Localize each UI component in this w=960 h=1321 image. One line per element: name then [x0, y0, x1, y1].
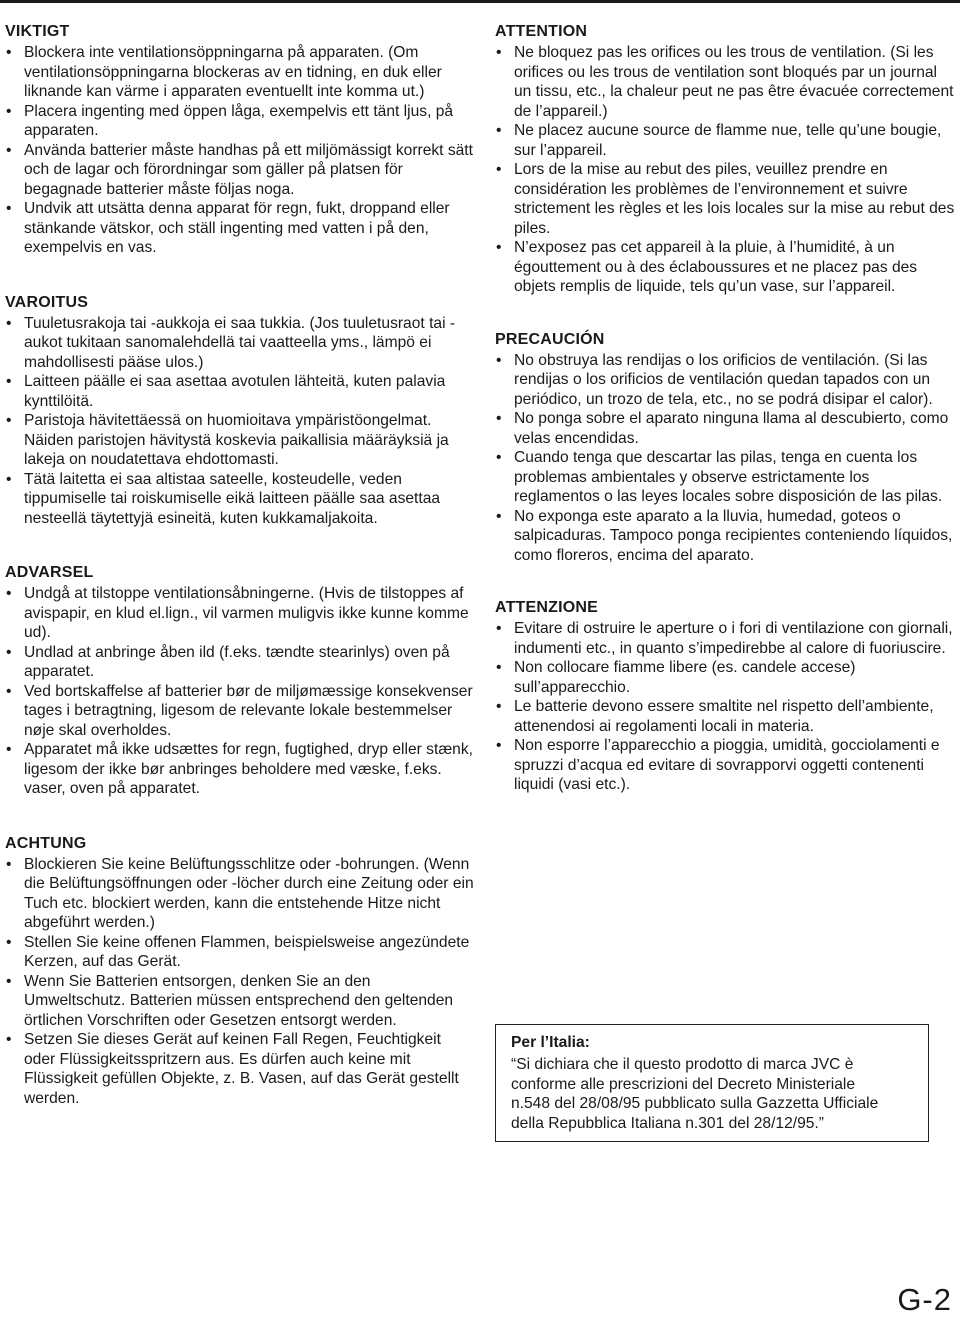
list-item [5, 855, 475, 933]
list-item [495, 351, 955, 410]
right-column [495, 22, 955, 795]
list-item-text: Evitare di ostruire le aperture o i fori di ventilazione con giornali, indumenti etc., in quanto s’impedirebbe al calore di fuoriuscire. [514, 620, 953, 657]
bullet-icon: • [496, 122, 502, 139]
section-heading: VIKTIGT [5, 23, 70, 40]
list-item-text: Wenn Sie Batterien entsorgen, denken Sie an den Umweltschutz. Batterien müssen entsprechend den geltenden örtlichen Vorschriften oder Gesetzen entsorgt werden. [24, 972, 454, 1029]
list-item-text: Ved bortskaffelse af batterier bør de miljømæssige konsekvenser tages i betragtning, ligesom de relevante lokale bestemmelser nøje skal overholdes. [24, 682, 473, 739]
bullet-icon: • [496, 620, 502, 637]
list-item [495, 121, 955, 160]
list-item-text: Tuuletusrakoja tai -aukkoja ei saa tukkia. (Jos tuuletusraot tai -aukot tukitaan sanomalehdellä tai vaatteella yms., lämpö ei mahdollisesti pääse ulos.) [24, 314, 456, 371]
list-item-text: Stellen Sie keine offenen Flammen, beispielsweise angezündete Kerzen, auf das Gerät. [24, 933, 470, 970]
bullet-list [5, 855, 475, 1109]
list-item [495, 43, 955, 121]
bullet-icon: • [6, 933, 12, 951]
bullet-icon: • [6, 643, 12, 661]
list-item-text: No ponga sobre el aparato ninguna llama al descubierto, como velas encendidas. [514, 410, 949, 447]
bullet-icon: • [6, 470, 12, 488]
list-item-text: Paristoja hävitettäessä on huomioitava ympäristöongelmat. Näiden paristojen hävitystä koskevia paikallisia määräyksiä ja lakeja on noudatettava ehdottomasti. [24, 412, 449, 468]
bullet-icon: • [6, 585, 12, 602]
list-item [5, 470, 475, 529]
list-item-text: Ne bloquez pas les orifices ou les trous de ventilation. (Si les orifices ou les trous de ventilation sont bloqués par un journal un tissu, etc., la chaleur peut ne pas être évacuée correctement de l’appareil.) [514, 44, 954, 120]
bullet-icon: • [496, 449, 502, 466]
section-heading: ATTENZIONE [495, 599, 599, 616]
bullet-icon: • [496, 410, 502, 427]
list-item [5, 933, 475, 972]
page-number: G-2 [897, 1282, 952, 1317]
bullet-icon: • [6, 200, 12, 217]
bullet-icon: • [496, 659, 502, 676]
list-item-text: Le batterie devono essere smaltite nel rispetto dell’ambiente, attenendosi ai regolamenti locali in materia. [514, 698, 934, 735]
section-precaucion [495, 330, 955, 566]
notice-body: “Si dichiara che il questo prodotto di marca JVC è conforme alle prescrizioni del Decreto Ministeriale n.548 del 28/08/95 pubblicato sulla Gazzetta Ufficiale della Repubblica Italiana n.301 del 28/12/95.” [511, 1056, 879, 1132]
list-item-text: Apparatet må ikke udsættes for regn, fugtighed, dryp eller stænk, ligesom der ikke bør anbringes beholdere med væske, f.eks. vaser, oven på apparatet. [24, 741, 473, 797]
italy-notice-box [495, 1024, 929, 1142]
list-item-text: Tätä laitetta ei saa altistaa sateelle, kosteudelle, veden tippumiselle tai roiskumiselle eikä laitteen päälle saa asettaa nesteellä täytettyjä esineitä, kuten kukkamaljakoita. [24, 470, 441, 527]
list-item [5, 43, 475, 102]
bullet-icon: • [6, 972, 12, 990]
bullet-list [495, 351, 955, 566]
list-item-text: Använda batterier måste handhas på ett miljömässigt korrekt sätt och de lagar och förordningar som gäller på platsen för begagnade batterier måste följas noga. [24, 141, 473, 198]
list-item-text: Undlad at anbringe åben ild (f.eks. tændte stearinlys) oven på apparatet. [24, 643, 450, 680]
section-viktigt [5, 22, 475, 258]
notice-title: Per l’Italia: [511, 1034, 590, 1051]
section-attention [495, 22, 955, 297]
list-item-text: No exponga este aparato a la lluvia, humedad, goteos o salpicaduras. Tampoco ponga recipientes conteniendo líquidos, como floreros, encima del aparato. [514, 507, 953, 564]
list-item [495, 507, 955, 566]
list-item [5, 411, 475, 470]
bullet-icon: • [496, 239, 502, 256]
bullet-icon: • [6, 1031, 12, 1048]
section-heading: ATTENTION [495, 23, 588, 40]
section-heading: ACHTUNG [5, 834, 87, 852]
list-item-text: Lors de la mise au rebut des piles, veuillez prendre en considération les problèmes de l’environnement et suivre strictement les règles et les lois locales sur la mise au rebut des piles. [514, 161, 955, 237]
list-item [5, 1030, 475, 1108]
bullet-icon: • [496, 507, 502, 525]
list-item [5, 682, 475, 741]
left-column [5, 22, 475, 1108]
bullet-icon: • [6, 855, 12, 873]
list-item [5, 141, 475, 200]
list-item [5, 314, 475, 373]
bullet-icon: • [6, 682, 12, 700]
list-item [495, 238, 955, 297]
list-item [5, 102, 475, 141]
section-advarsel [5, 563, 475, 799]
list-item-text: Non esporre l’apparecchio a pioggia, umidità, gocciolamenti e spruzzi d’acqua ed evitare di sovrapporvi oggetti contenenti liquidi (vasi etc.). [514, 737, 940, 793]
list-item [495, 160, 955, 238]
list-item-text: Non collocare fiamme libere (es. candele accese) sull’apparecchio. [514, 659, 856, 696]
list-item-text: Undgå at tilstoppe ventilationsåbningerne. (Hvis de tilstoppes af avispapir, en klud el.lign., vil varmen muligvis ikke kunne komme ud). [24, 585, 469, 641]
bullet-list [5, 314, 475, 529]
list-item [5, 643, 475, 682]
list-item [495, 448, 955, 507]
bullet-icon: • [6, 741, 12, 758]
list-item-text: Blockera inte ventilationsöppningarna på apparaten. (Om ventilationsöppningarna blockeras av en tidning, en duk eller liknande kan värme i apparaten eventuellt inte komma ut.) [24, 44, 442, 100]
bullet-list [495, 43, 955, 297]
list-item-text: Placera ingenting med öppen låga, exempelvis ett tänt ljus, på apparaten. [24, 102, 454, 139]
list-item [495, 619, 955, 658]
bullet-icon: • [496, 161, 502, 178]
bullet-icon: • [6, 373, 12, 390]
section-heading: VAROITUS [5, 293, 89, 311]
section-achtung [5, 834, 475, 1109]
list-item [495, 736, 955, 795]
list-item-text: Blockieren Sie keine Belüftungsschlitze oder -bohrungen. (Wenn die Belüftungsöffnungen oder -löcher durch eine Zeitung oder ein Tuch etc. blockiert werden, kann die entstehende Hitze nicht abgeführt werden.) [24, 855, 474, 931]
bullet-icon: • [496, 737, 502, 754]
list-item [5, 199, 475, 258]
section-heading: ADVARSEL [5, 564, 94, 581]
bullet-list [5, 43, 475, 258]
section-attenzione [495, 598, 955, 795]
section-heading: PRECAUCIÓN [495, 330, 605, 348]
bullet-icon: • [496, 698, 502, 715]
top-rule [0, 0, 960, 3]
list-item-text: Setzen Sie dieses Gerät auf keinen Fall Regen, Feuchtigkeit oder Flüssigkeitsspritzern aus. Es dürfen auch keine mit Flüssigkeit gefüllen Objekte, z. B. Vasen, auf das Gerät gestellt werden. [24, 1031, 459, 1107]
bullet-icon: • [496, 44, 502, 61]
section-varoitus [5, 293, 475, 529]
list-item [5, 972, 475, 1031]
list-item-text: Ne placez aucune source de flamme nue, telle qu’une bougie, sur l’appareil. [514, 122, 942, 159]
list-item [5, 372, 475, 411]
bullet-icon: • [496, 351, 502, 369]
list-item [495, 409, 955, 448]
list-item [495, 658, 955, 697]
list-item-text: Cuando tenga que descartar las pilas, tenga en cuenta los problemas ambientales y observe estrictamente los reglamentos o las leyes locales sobre disposición de las pilas. [514, 449, 943, 505]
list-item-text: N’exposez pas cet appareil à la pluie, à l’humidité, à un égouttement ou à des éclaboussures et ne placez pas des objets remplis de liquide, tels qu’un vase, sur l’appareil. [514, 239, 918, 295]
bullet-list [5, 584, 475, 799]
bullet-icon: • [6, 44, 12, 61]
list-item-text: Laitteen päälle ei saa asettaa avotulen lähteitä, kuten palavia kynttilöitä. [24, 373, 446, 410]
bullet-icon: • [6, 314, 12, 332]
list-item [5, 584, 475, 643]
list-item [5, 740, 475, 799]
list-item-text: Undvik att utsätta denna apparat för regn, fukt, droppand eller stänkande vätskor, och ställ ingenting med vatten i på den, exempelvis en vas. [24, 200, 450, 256]
bullet-list [495, 619, 955, 795]
list-item-text: No obstruya las rendijas o los orificios de ventilación. (Si las rendijas o los orificios de ventilación quedan tapados con un periódico, un trozo de tela, etc., no se podrá disipar el calor). [514, 351, 933, 408]
bullet-icon: • [6, 102, 12, 120]
bullet-icon: • [6, 141, 12, 159]
bullet-icon: • [6, 412, 12, 429]
list-item [495, 697, 955, 736]
